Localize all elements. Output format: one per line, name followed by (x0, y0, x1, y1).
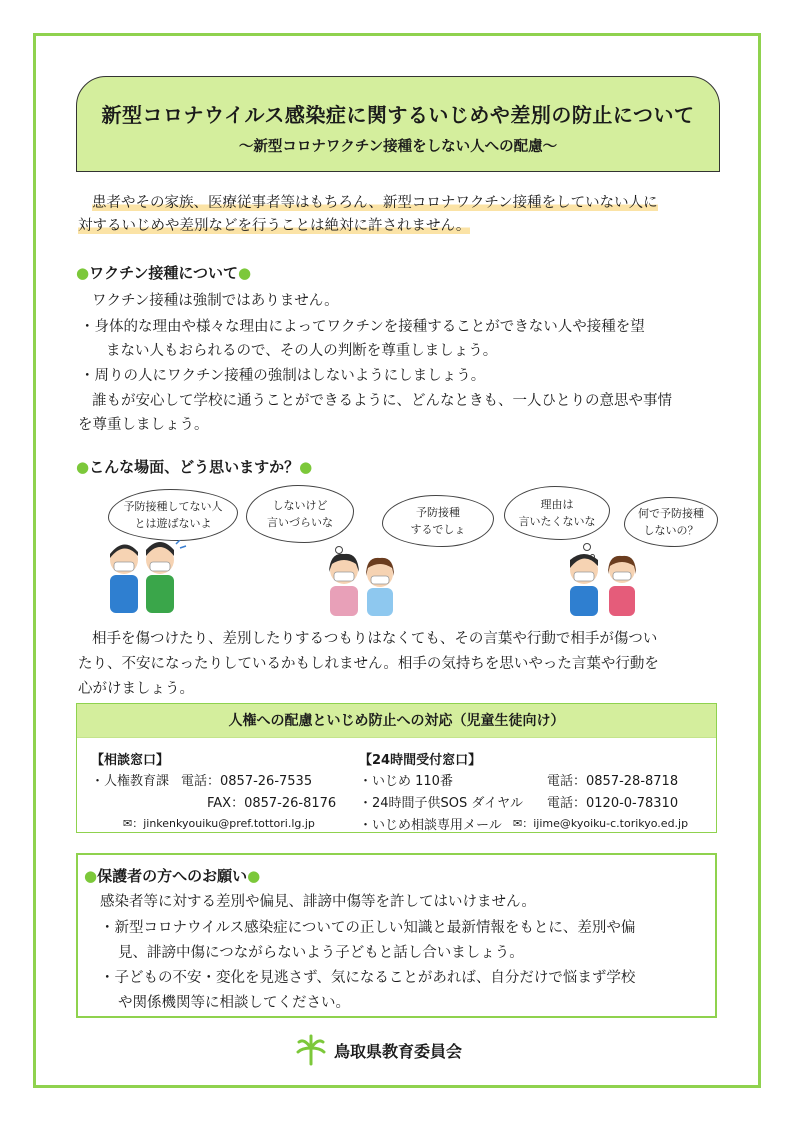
scene-text-1: 相手を傷つけたり、差別したりするつもりはなくても、その言葉や行動で相手が傷つい (92, 631, 658, 647)
speech-bubble-4 (504, 486, 610, 540)
footer-org-name: 鳥取県教育委員会 (334, 1041, 463, 1061)
scene-text-3: 心がけましょう。 (78, 681, 194, 697)
vaccine-bullet-2: ・周りの人にワクチン接種の強制はしないようにしましょう。 (80, 368, 486, 384)
bullet-dot-icon: ● (247, 867, 261, 885)
bubble-1-line-1: 予防接種してない人 (123, 500, 223, 513)
page-subtitle: ～新型コロナワクチン接種をしない人への配慮～ (238, 139, 558, 155)
bullet-dot-icon: ● (299, 458, 313, 476)
bubble-4-line-2: 言いたくないな (518, 515, 596, 528)
parents-box (76, 853, 717, 1018)
vaccine-closing-2: を尊重しましょう。 (78, 417, 209, 433)
bubble-3-line-1: 予防接種 (415, 506, 460, 519)
scene-section-heading (76, 456, 312, 477)
bullet-dot-icon: ● (76, 458, 90, 476)
parents-bullet-1a: ・新型コロナウイルス感染症についての正しい知識と最新情報をもとに、差別や偏 (100, 920, 636, 936)
consult-right-item2-tel: 電話：0120-0-78310 (547, 796, 679, 811)
consultation-heading: 人権への配慮といじめ防止への対応（児童生徒向け） (77, 704, 716, 738)
vaccine-heading-text: ワクチン接種について (89, 264, 239, 282)
consult-left-email-row (123, 815, 315, 831)
parents-line-1: 感染者等に対する差別や偏見、誹謗中傷等を許してはいけません。 (100, 894, 536, 910)
bullet-dot-icon: ● (84, 867, 98, 885)
intro-line-1: 患者やその家族、医療従事者等はもちろん、新型コロナワクチン接種をしていない人に (92, 195, 658, 211)
vaccine-line-1: ワクチン接種は強制ではありません。 (92, 293, 339, 309)
scene-text-2: たり、不安になったりしているかもしれません。相手の気持ちを思いやった言葉や行動を (78, 656, 659, 672)
board-logo-icon (296, 1034, 326, 1066)
vaccine-closing-1: 誰もが安心して学校に通うことができるように、どんなときも、一人ひとりの意思や事情 (92, 393, 672, 409)
consult-left-org: ・人権教育課 (91, 774, 170, 789)
vaccine-bullet-1a: ・身体的な理由や様々な理由によってワクチンを接種することができない人や接種を望 (80, 319, 645, 335)
parents-bullet-2a: ・子どもの不安・変化を見逃さず、気になることがあれば、自分だけで悩まず学校 (100, 970, 636, 986)
boys-illustration (100, 540, 190, 620)
consult-right-email[interactable]: ：ijime@kyoiku-c.torikyo.ed.jp (522, 817, 689, 830)
consult-left-fax: FAX：0857-26-8176 (207, 796, 337, 811)
vaccine-section-heading (76, 262, 251, 283)
speech-bubble-1 (108, 489, 238, 541)
bubble-1-line-2: とは遊ばないよ (134, 517, 212, 530)
bullet-dot-icon: ● (76, 264, 90, 282)
footer (296, 1033, 462, 1067)
parents-bullet-2b: や関係機関等に相談してください。 (118, 995, 350, 1011)
bubble-5-line-1: 何で予防接種 (638, 507, 704, 520)
bubble-2-line-1: しないけど (272, 499, 328, 512)
consult-left-tel: 電話：0857-26-7535 (181, 774, 313, 789)
consult-right-item1: ・いじめ 110番 (359, 774, 453, 789)
scene-heading-text: こんな場面、どう思いますか？ (89, 458, 300, 476)
mail-icon: ✉ (513, 817, 523, 830)
girls-illustration (322, 548, 402, 618)
page-title: 新型コロナウイルス感染症に関するいじめや差別の防止について (101, 103, 695, 127)
bullet-dot-icon: ● (238, 264, 252, 282)
bubble-4-line-1: 理由は (540, 498, 574, 511)
speech-bubble-3 (382, 495, 494, 547)
consult-right-item1-tel: 電話：0857-28-8718 (547, 774, 679, 789)
consult-left-email[interactable]: ：jinkenkyouiku@pref.tottori.lg.jp (132, 817, 315, 830)
bubble-5-line-2: しないの？ (643, 524, 699, 537)
parents-heading (84, 865, 260, 886)
consult-right-item3: ・いじめ相談専用メール (359, 818, 502, 833)
speech-bubble-2 (246, 485, 354, 543)
consult-left-title: 【相談窓口】 (91, 753, 170, 768)
consult-right-email-row (513, 815, 688, 831)
consult-right-title: 【24時間受付窓口】 (359, 753, 482, 768)
bubble-3-line-2: するでしょ (410, 523, 466, 536)
bubble-2-line-2: 言いづらいな (267, 516, 333, 529)
parents-bullet-1b: 見、誹謗中傷につながらないよう子どもと話し合いましょう。 (118, 945, 524, 961)
intro-paragraph (78, 192, 724, 238)
intro-line-2: 対するいじめや差別などを行うことは絶対に許されません。 (78, 218, 471, 234)
title-banner (76, 76, 720, 172)
parents-heading-text: 保護者の方へのお願い (97, 867, 248, 885)
mail-icon: ✉ (123, 817, 133, 830)
pair-illustration (564, 548, 644, 618)
consultation-box (76, 703, 717, 833)
speech-bubble-5 (624, 497, 718, 547)
vaccine-bullet-1b: まない人もおられるので、その人の判断を尊重しましょう。 (106, 343, 498, 359)
consult-right-item2: ・24時間子供SOS ダイヤル (359, 796, 524, 811)
